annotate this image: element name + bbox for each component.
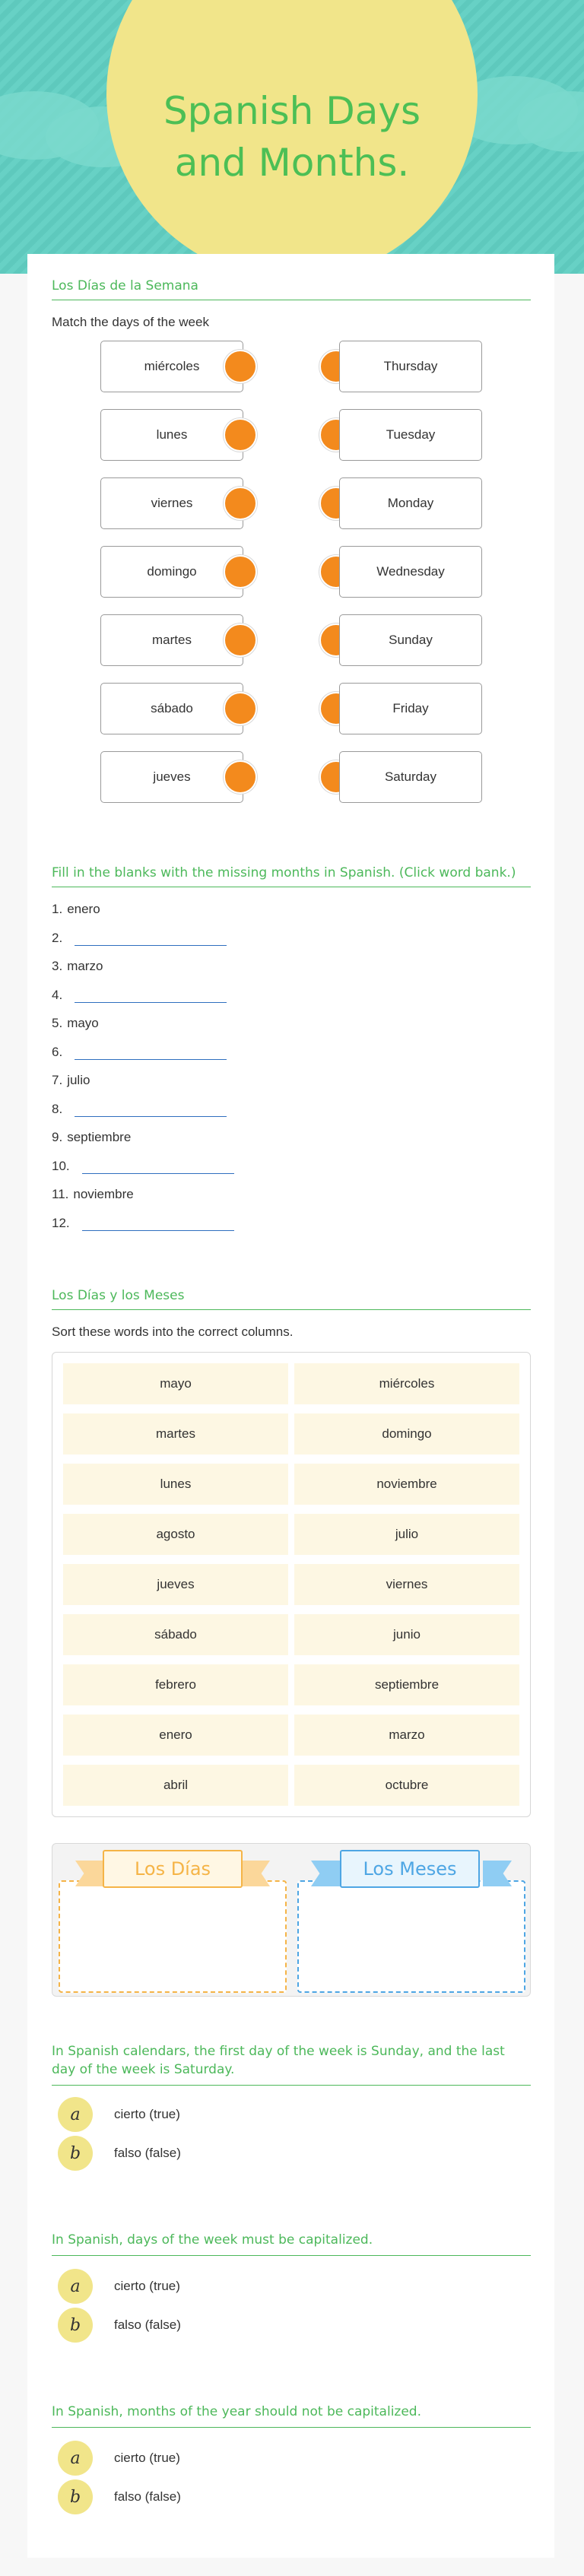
item-number: 11. — [52, 1187, 69, 1201]
option-letter-badge: a — [58, 2269, 93, 2304]
match-right-label: Saturday — [384, 769, 437, 784]
match-right-label: Friday — [392, 701, 429, 715]
item-number: 6. — [52, 1044, 63, 1059]
match-left-item[interactable] — [100, 751, 243, 803]
month-blank-input[interactable] — [75, 988, 227, 1003]
sort-word-label: martes — [156, 1426, 195, 1441]
item-number: 1. — [52, 902, 63, 916]
month-given: marzo — [67, 959, 103, 973]
sort-word-chip[interactable] — [294, 1715, 519, 1756]
option-letter-badge: b — [58, 2136, 93, 2171]
drop-zone-meses[interactable] — [297, 1880, 525, 1993]
fill-row — [52, 1187, 134, 1202]
word-bank — [52, 1352, 531, 1817]
option-text: falso (false) — [114, 2317, 181, 2332]
option-letter-badge: a — [58, 2097, 93, 2132]
match-left-item[interactable] — [100, 683, 243, 734]
sort-word-label: julio — [395, 1527, 419, 1541]
option-letter-badge: b — [58, 2479, 93, 2514]
match-right-item[interactable] — [339, 477, 482, 529]
match-right-item[interactable] — [339, 614, 482, 666]
answer-option[interactable] — [58, 2097, 180, 2132]
sort-word-chip[interactable] — [294, 1564, 519, 1605]
question-title: In Spanish, months of the year should not be capitalized. — [52, 2403, 531, 2428]
match-right-label: Tuesday — [386, 427, 436, 442]
month-blank-input[interactable] — [75, 1102, 227, 1117]
month-blank-input[interactable] — [75, 1045, 227, 1060]
sort-word-label: jueves — [157, 1577, 195, 1591]
question-title: In Spanish calendars, the first day of the week is Sunday, and the last day of the week is Saturday. — [52, 2042, 531, 2086]
fill-row — [52, 1130, 131, 1145]
match-right-label: Thursday — [383, 359, 438, 373]
option-text: falso (false) — [114, 2146, 181, 2160]
fill-row — [52, 1073, 90, 1088]
sort-word-chip[interactable] — [63, 1464, 288, 1505]
match-right-item[interactable] — [339, 409, 482, 461]
match-left-label: martes — [152, 633, 192, 647]
page-title: Spanish Days and Months. — [163, 89, 421, 185]
month-given: mayo — [67, 1016, 99, 1030]
sort-word-chip[interactable] — [294, 1363, 519, 1404]
option-letter-badge: b — [58, 2308, 93, 2343]
sort-word-label: marzo — [389, 1727, 425, 1742]
item-number: 2. — [52, 930, 63, 945]
match-connector-left[interactable] — [224, 692, 257, 725]
sort-word-label: octubre — [385, 1778, 429, 1792]
month-blank-input[interactable] — [82, 1159, 234, 1174]
item-number: 7. — [52, 1073, 63, 1087]
section-title-days: Los Días de la Semana — [52, 278, 531, 300]
sort-word-label: agosto — [156, 1527, 195, 1541]
match-connector-left[interactable] — [224, 555, 257, 588]
sort-word-chip[interactable] — [294, 1664, 519, 1705]
sort-word-label: febrero — [155, 1677, 196, 1692]
sort-word-chip[interactable] — [294, 1514, 519, 1555]
match-instruction: Match the days of the week — [52, 315, 209, 329]
match-left-label: miércoles — [144, 359, 200, 373]
sort-word-chip[interactable] — [294, 1765, 519, 1806]
column-label-dias: Los Días — [103, 1850, 243, 1888]
match-connector-left[interactable] — [224, 418, 257, 452]
option-text: cierto (true) — [114, 2451, 180, 2465]
answer-option[interactable] — [58, 2136, 181, 2171]
fill-row — [52, 1102, 227, 1117]
sort-word-label: domingo — [382, 1426, 432, 1441]
sort-word-label: noviembre — [376, 1477, 437, 1491]
match-connector-left[interactable] — [224, 350, 257, 383]
section-title-sort: Los Días y los Meses — [52, 1288, 531, 1310]
fill-row — [52, 959, 103, 974]
match-right-item[interactable] — [339, 683, 482, 734]
sort-word-label: sábado — [154, 1627, 197, 1642]
match-connector-left[interactable] — [224, 760, 257, 794]
month-blank-input[interactable] — [82, 1216, 234, 1231]
option-text: cierto (true) — [114, 2279, 180, 2293]
month-given: noviembre — [73, 1187, 134, 1201]
column-label-meses: Los Meses — [340, 1850, 480, 1888]
sort-word-chip[interactable] — [63, 1715, 288, 1756]
match-right-item[interactable] — [339, 751, 482, 803]
sort-word-chip[interactable] — [63, 1664, 288, 1705]
sort-word-chip[interactable] — [294, 1413, 519, 1455]
sort-word-chip[interactable] — [63, 1514, 288, 1555]
sort-word-label: mayo — [160, 1376, 192, 1391]
match-right-label: Wednesday — [376, 564, 445, 579]
match-left-label: domingo — [147, 564, 197, 579]
sort-word-label: abril — [163, 1778, 189, 1792]
answer-option[interactable] — [58, 2441, 180, 2476]
match-left-label: sábado — [151, 701, 193, 715]
fill-row — [52, 1159, 234, 1174]
sort-word-chip[interactable] — [294, 1614, 519, 1655]
sort-word-label: miércoles — [379, 1376, 435, 1391]
month-given: julio — [67, 1073, 90, 1087]
sort-word-label: junio — [393, 1627, 421, 1642]
month-blank-input[interactable] — [75, 931, 227, 946]
fill-row — [52, 1045, 227, 1060]
item-number: 9. — [52, 1130, 63, 1144]
match-connector-left[interactable] — [224, 487, 257, 520]
match-left-item[interactable] — [100, 477, 243, 529]
header-banner — [0, 0, 584, 274]
fill-row — [52, 902, 100, 917]
sort-word-chip[interactable] — [63, 1363, 288, 1404]
match-right-item[interactable] — [339, 341, 482, 392]
option-text: falso (false) — [114, 2489, 181, 2504]
match-connector-left[interactable] — [224, 623, 257, 657]
sort-word-chip[interactable] — [63, 1413, 288, 1455]
month-given: septiembre — [67, 1130, 132, 1144]
item-number: 12. — [52, 1215, 70, 1230]
sort-word-label: lunes — [160, 1477, 192, 1491]
fill-row — [52, 1016, 99, 1031]
worksheet-card — [27, 254, 554, 2558]
fill-row — [52, 931, 227, 946]
month-given: enero — [67, 902, 100, 916]
fill-row — [52, 1216, 234, 1231]
item-number: 5. — [52, 1016, 63, 1030]
sort-columns — [52, 1843, 531, 1997]
item-number: 4. — [52, 987, 63, 1002]
match-right-item[interactable] — [339, 546, 482, 598]
match-left-item[interactable] — [100, 546, 243, 598]
sort-word-chip[interactable] — [63, 1614, 288, 1655]
answer-option[interactable] — [58, 2308, 181, 2343]
match-left-item[interactable] — [100, 341, 243, 392]
sort-word-label: septiembre — [374, 1677, 440, 1692]
sort-word-chip[interactable] — [294, 1464, 519, 1505]
question-title: In Spanish, days of the week must be capitalized. — [52, 2231, 531, 2256]
option-letter-badge: a — [58, 2441, 93, 2476]
answer-option[interactable] — [58, 2479, 181, 2514]
fill-row — [52, 988, 227, 1003]
match-left-label: lunes — [156, 427, 188, 442]
sort-instruction: Sort these words into the correct columns. — [52, 1324, 294, 1339]
match-right-label: Monday — [387, 496, 434, 510]
match-left-label: jueves — [153, 769, 191, 784]
match-left-item[interactable] — [100, 614, 243, 666]
sort-word-label: viernes — [386, 1577, 428, 1591]
option-text: cierto (true) — [114, 2107, 180, 2121]
match-left-item[interactable] — [100, 409, 243, 461]
item-number: 3. — [52, 959, 63, 973]
answer-option[interactable] — [58, 2269, 180, 2304]
drop-zone-dias[interactable] — [59, 1880, 287, 1993]
sort-word-chip[interactable] — [63, 1765, 288, 1806]
item-number: 10. — [52, 1158, 70, 1173]
sort-word-label: enero — [159, 1727, 192, 1742]
sort-word-chip[interactable] — [63, 1564, 288, 1605]
match-right-label: Sunday — [389, 633, 433, 647]
section-title-fill: Fill in the blanks with the missing months in Spanish. (Click word bank.) — [52, 865, 531, 887]
item-number: 8. — [52, 1101, 63, 1116]
match-left-label: viernes — [151, 496, 193, 510]
